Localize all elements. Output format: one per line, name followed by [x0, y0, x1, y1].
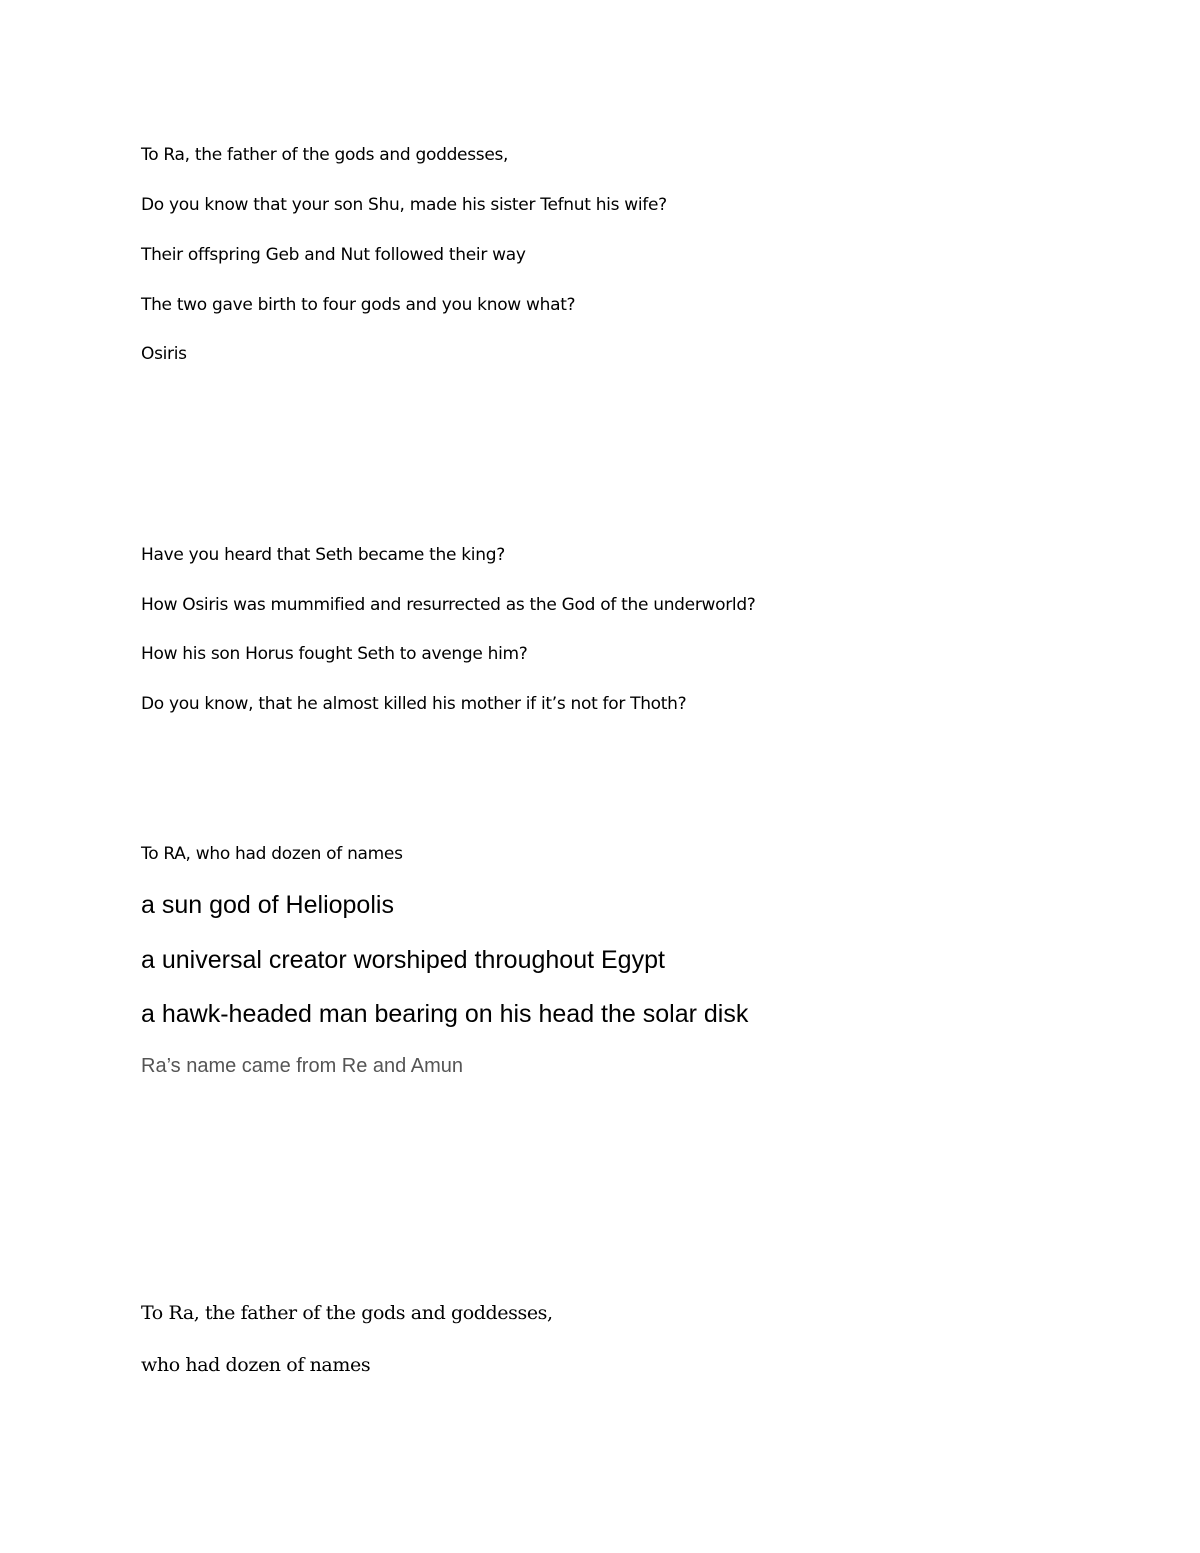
stanza3-line5: Ra’s name came from Re and Amun [141, 1055, 464, 1077]
stanza1-line5: Osiris [141, 344, 187, 364]
stanza4-line2: who had dozen of names [141, 1354, 371, 1376]
stanza3-line4: a hawk-headed man bearing on his head the solar disk [141, 1000, 749, 1028]
stanza1-line1: To Ra, the father of the gods and goddesses, [141, 145, 509, 165]
stanza3-line1: To RA, who had dozen of names [141, 844, 403, 864]
stanza2-line1: Have you heard that Seth became the king? [141, 545, 505, 565]
stanza2-line4: Do you know, that he almost killed his mother if it’s not for Thoth? [141, 694, 687, 714]
stanza1-line2: Do you know that your son Shu, made his sister Tefnut his wife? [141, 195, 667, 215]
stanza3-line3: a universal creator worshiped throughout Egypt [141, 946, 665, 974]
stanza1-line4: The two gave birth to four gods and you know what? [141, 295, 576, 315]
stanza4-line1: To Ra, the father of the gods and goddesses, [141, 1302, 553, 1324]
stanza3-line2: a sun god of Heliopolis [141, 891, 394, 919]
stanza1-line3: Their offspring Geb and Nut followed their way [141, 245, 526, 265]
stanza2-line3: How his son Horus fought Seth to avenge him? [141, 644, 528, 664]
stanza2-line2: How Osiris was mummified and resurrected as the God of the underworld? [141, 595, 756, 615]
